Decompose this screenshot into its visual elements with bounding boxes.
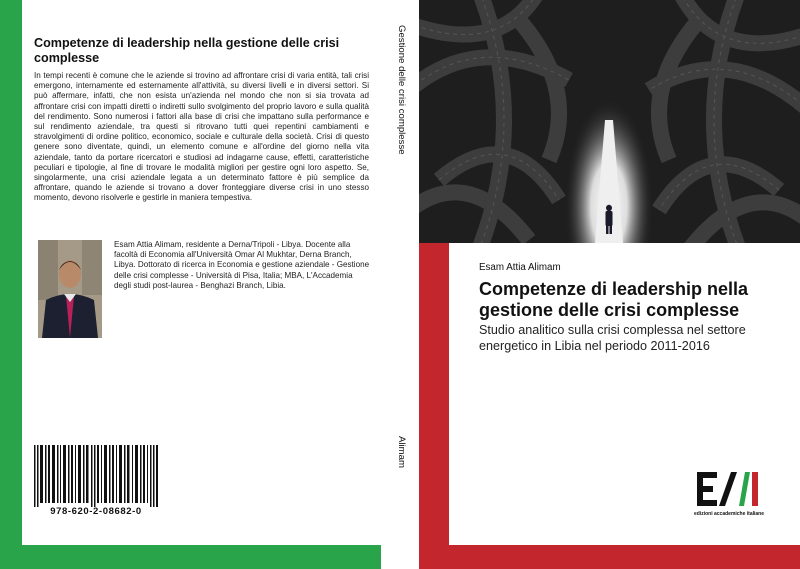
- back-green-stripe: [0, 0, 22, 569]
- front-red-stripe: [419, 243, 449, 569]
- eai-logo-icon: [689, 468, 769, 510]
- back-title: Competenze di leadership nella gestione delle crisi complesse: [34, 36, 340, 65]
- spine: [381, 0, 419, 569]
- back-text-block: [34, 36, 369, 204]
- author-photo: [38, 240, 102, 338]
- publisher-caption: edizioni accademiche italiane: [693, 511, 765, 517]
- isbn-number: 978-620-2-08682-0: [50, 506, 142, 517]
- front-red-bottom-band: [419, 545, 800, 569]
- barcode: [28, 441, 164, 523]
- author-bio: Esam Attia Alimam, residente a Derna/Tripoli - Libya. Docente alla facoltà di Economia all'Università Omar Al Mukhtar, Derna Branch, Libya. Dottorato di ricerca in Economia e gestione aziendale - Gestione delle crisi complesse - Università di Pisa, Italia; MBA, L'Accademia degli studi post-laurea - Benghazi Branch, Libia.: [114, 240, 370, 290]
- cover-illustration: [419, 0, 800, 243]
- back-blurb: In tempi recenti è comune che le aziende si trovino ad affrontare crisi di varia entità, tali crisi emergono, internamente ed esternamente all'attività, su diversi livelli e in diversi settori. Si può affermare, infatti, che non esista un'azienda nel mondo che non si sia trovata ad affrontare crisi con impatti diretti o indiretti sullo svolgimento del proprio lavoro e sulla qualità del rendimento. Sono numerosi i fattori alla base di crisi che impattano sulla performance e sul rendimento aziendale, tra questi si ritrovano tutti quei repentini cambiamenti e stravolgimenti di ordine politico, economico, sociale e culturale della società. Crisi di questo genere sono diventate, quindi, un elemento comune e all'ordine del giorno nella vita aziendale, tanto da portare ricercatori e studiosi ad indagarne cause, effetti, caratteristiche peculiari e tipologie, al fine di trovare le modalità migliori per gestire ogni loro aspetto. Se, singolarmente, una crisi aziendale legata a un determinato fattore è più semplice da affrontare, quando le aziende si trovano a dover fronteggiare diverse crisi in uno stesso momento, devono risolverle e gestirle in maniera tempestiva.: [34, 71, 369, 203]
- publisher-logo: [689, 468, 769, 518]
- spine-title: Gestione delle crisi complesse: [396, 25, 407, 155]
- front-subtitle: Studio analitico sulla crisi complessa nel settore energetico in Libia nel periodo 2011-2016: [479, 323, 746, 353]
- back-green-bottom-band: [0, 545, 381, 569]
- front-author: Esam Attia Alimam: [479, 262, 561, 273]
- spine-author: Alimam: [396, 436, 407, 468]
- front-cover: [419, 0, 800, 569]
- barcode-bars: [34, 445, 158, 507]
- back-cover: [0, 0, 381, 569]
- front-title: Competenze di leadership nella gestione delle crisi complesse: [479, 279, 749, 320]
